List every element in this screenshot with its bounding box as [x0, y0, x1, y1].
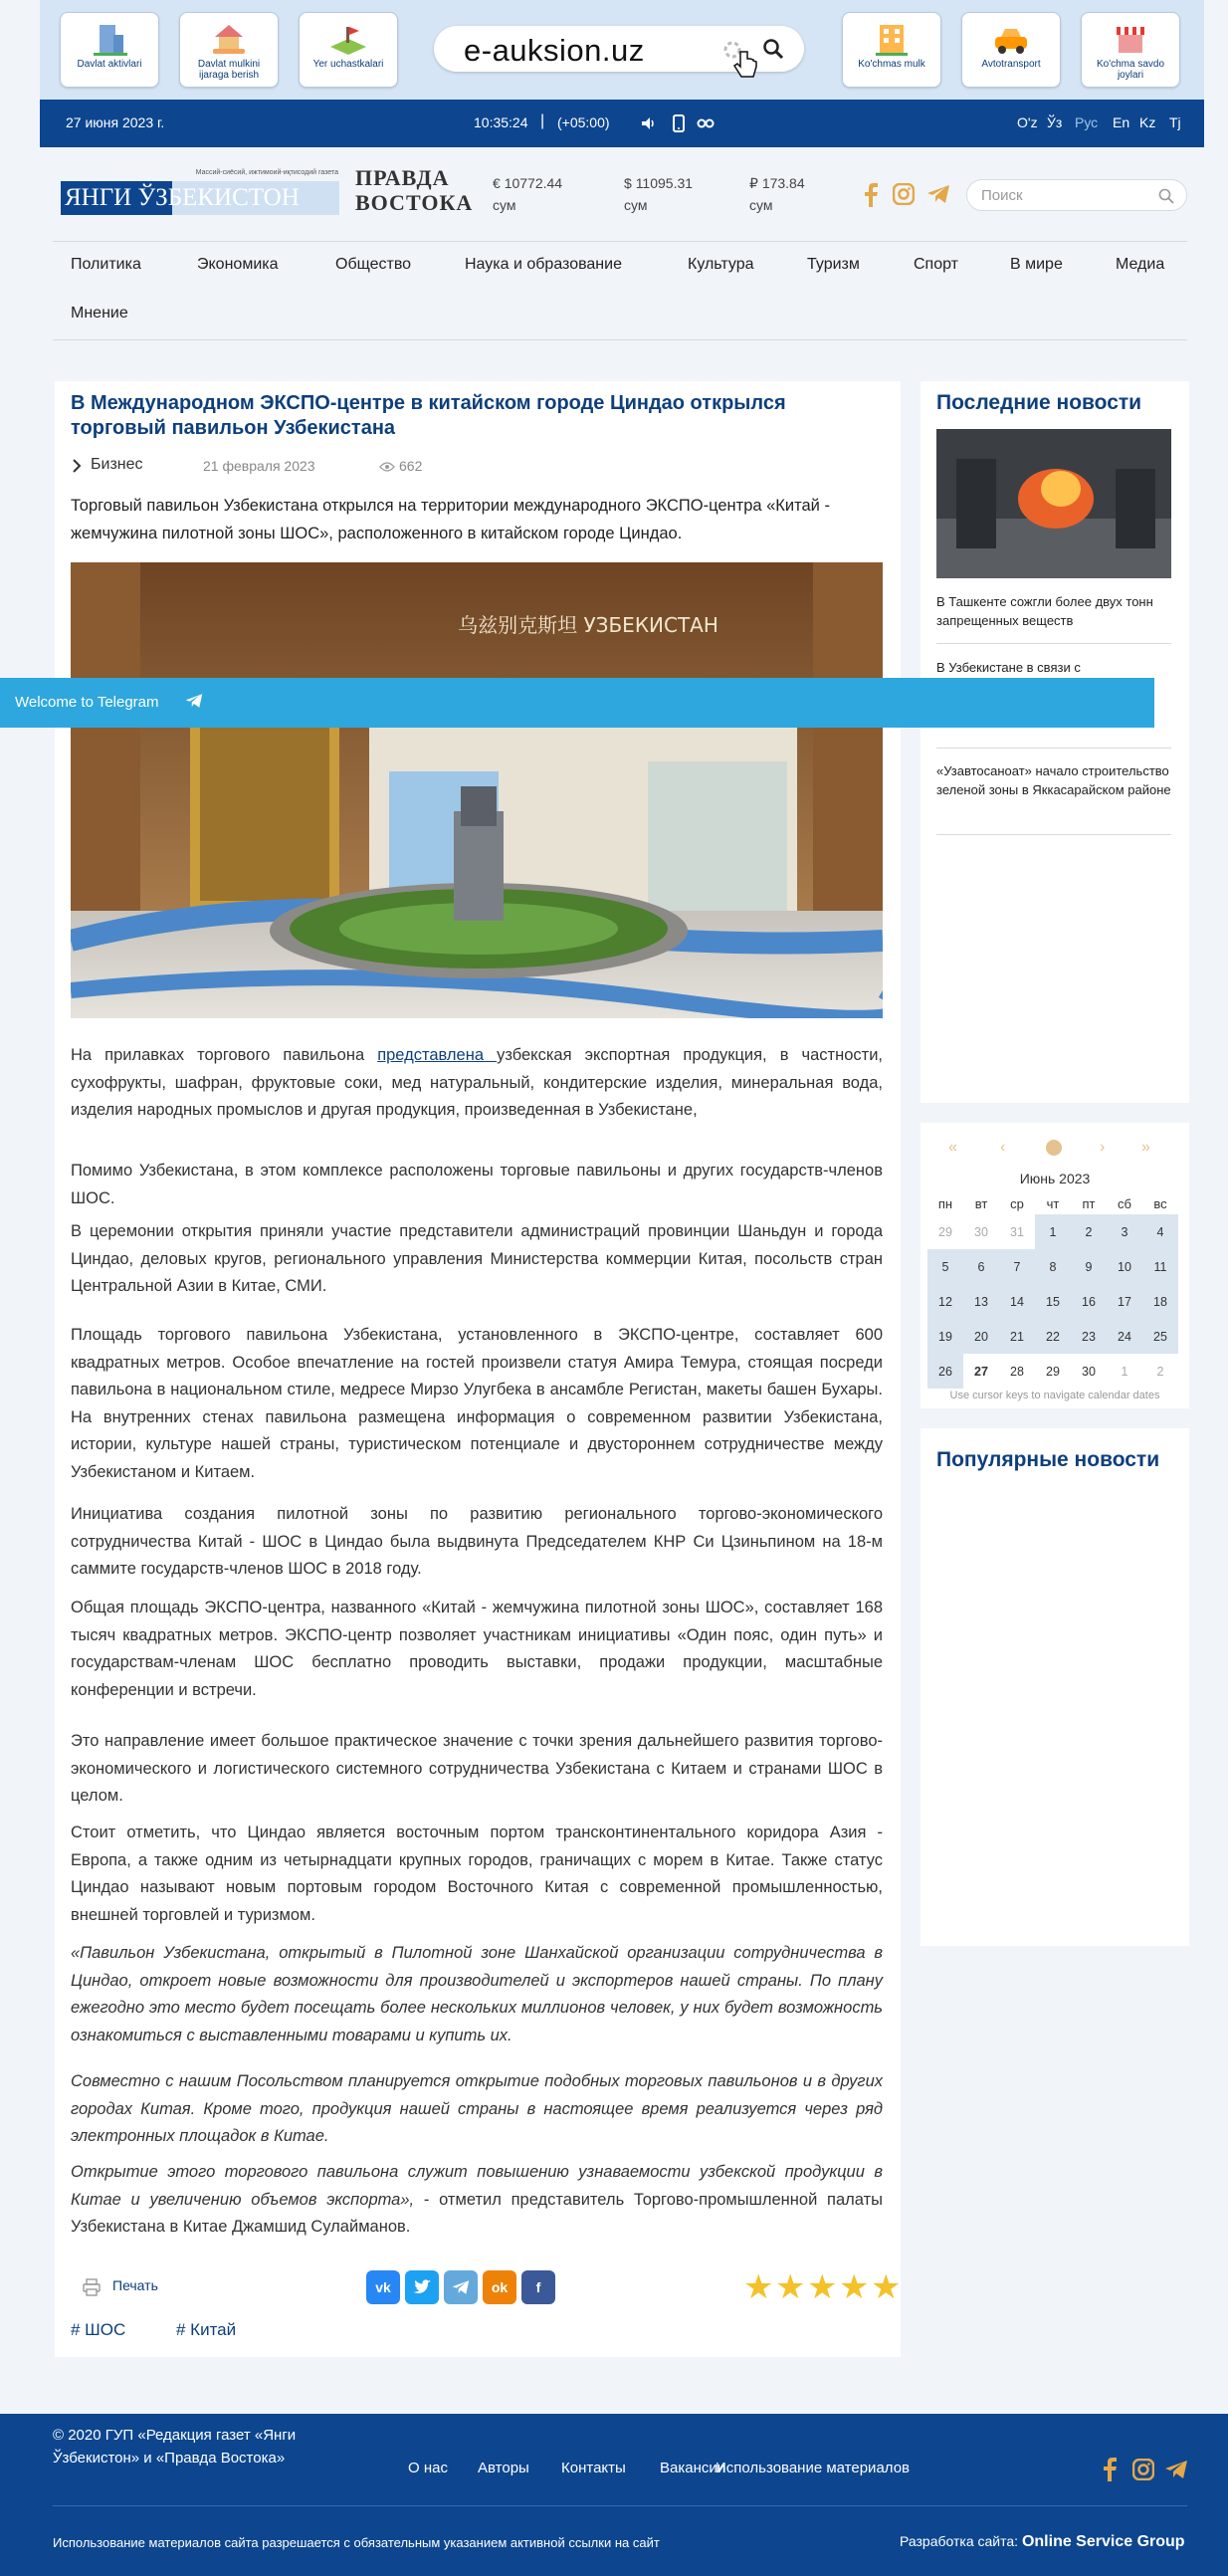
land-plot-icon	[328, 21, 368, 57]
nav-politics[interactable]: Политика	[71, 256, 141, 273]
today-button[interactable]	[1046, 1140, 1062, 1156]
lang-tj[interactable]: Tj	[1169, 114, 1181, 130]
latest-news-panel	[921, 381, 1189, 1103]
banner-state-assets-button[interactable]: Davlat aktivlari	[60, 12, 159, 88]
article-quote: «Павильон Узбекистана, открытый в Пилотной зоне Шанхайской организации сотрудничества в Циндао, откроет новые возможности для производителей и экспортеров нашей страны. По плану ежегодно это место будет посещать более нескольких миллионов человек, у них будет возможность ознакомиться с выставленными товарами и купить их.	[71, 1944, 883, 2044]
article-paragraph: Стоит отметить, что Циндао является восточным портом трансконтинентального коридора Азия - Европа, а также одним из четырнадцати крупных городов, граничащих с морем в Китае. Также статус Циндао называют новым портовым городом Восточного Китая с современной промышленностью, внешней торговлей и туризмом.	[71, 1824, 883, 1924]
banner-real-estate-button[interactable]: Ko'chmas mulk	[842, 12, 941, 88]
calendar-day[interactable]: 12	[938, 1294, 952, 1309]
footer-copyright: © 2020 ГУП «Редакция газет «Янги Ўзбекистон» и «Правда Востока»	[53, 2427, 297, 2467]
next-month-icon[interactable]: ›	[1100, 1139, 1106, 1156]
divider	[53, 241, 1187, 242]
share-odnoklassniki-button[interactable]: ok	[483, 2270, 516, 2304]
twitter-icon	[412, 2279, 432, 2295]
lang-uz-cyrillic[interactable]: Ўз	[1047, 114, 1063, 130]
calendar-month: Июнь 2023	[1019, 1171, 1091, 1186]
calendar-day[interactable]: 1	[1121, 1364, 1128, 1379]
share-twitter-button[interactable]	[405, 2270, 439, 2304]
calendar-day[interactable]: 22	[1046, 1329, 1060, 1344]
footer-link-about[interactable]: О нас	[408, 2460, 448, 2476]
article-link[interactable]: представлена	[377, 1046, 498, 1064]
article-paragraph: В церемонии открытия приняли участие представители администраций провинции Шаньдун и города Циндао, деловых кругов, регионального управления Министерства коммерции Китая, посольств стран Центральной Азии в Китае, СМИ.	[71, 1222, 883, 1295]
timezone: (+05:00)	[557, 114, 610, 130]
share-telegram-button[interactable]	[444, 2270, 478, 2304]
telegram-icon[interactable]	[1164, 2460, 1188, 2479]
market-stall-icon	[1111, 21, 1150, 57]
calendar-day[interactable]: 16	[1082, 1294, 1096, 1309]
nav-sport[interactable]: Спорт	[914, 256, 958, 273]
calendar-day[interactable]: 3	[1107, 1214, 1142, 1249]
nav-economy[interactable]: Экономика	[197, 256, 279, 273]
lang-ru[interactable]: Рус	[1075, 114, 1099, 130]
calendar-day[interactable]: 26	[927, 1354, 963, 1389]
lang-en[interactable]: En	[1113, 114, 1130, 130]
calendar-grid	[927, 1192, 1178, 1389]
logo1-text: ЯНГИ ЎЗБЕКИСТОН	[61, 181, 339, 215]
rate-usd: $ 11095.31 сум	[624, 175, 694, 213]
auction-banner[interactable]	[40, 0, 1204, 100]
calendar-day[interactable]: 2	[1071, 1214, 1107, 1249]
telegram-icon	[185, 693, 203, 709]
footer-divider	[53, 2505, 1187, 2506]
print-button[interactable]: Печать	[112, 2277, 158, 2293]
footer-link-contacts[interactable]: Контакты	[561, 2460, 626, 2476]
banner-land-plots-button[interactable]: Yer uchastkalari	[299, 12, 398, 88]
article-date: 21 февраля 2023	[203, 458, 315, 474]
footer-notice: Использование материалов сайта разрешается с обязательным указанием активной ссылки на сайт	[53, 2535, 660, 2550]
calendar-day[interactable]: 11	[1153, 1259, 1167, 1274]
instagram-icon[interactable]	[1132, 2459, 1154, 2480]
telegram-welcome-bar[interactable]	[0, 678, 1154, 728]
rating-star[interactable]: ★	[839, 2268, 870, 2306]
latest-news-title: Последние новости	[936, 391, 1142, 414]
article-title: В Международном ЭКСПО-центре в китайском городе Циндао открылся торговый павильон Узбекистана	[71, 392, 786, 439]
article-paragraph: Площадь торгового павильона Узбекистана, установленного в ЭКСПО-центре, составляет 600 квадратных метров. Особое впечатление на гостей произвели статуя Амира Темура, стоящая посреди павильона в национальном стиле, медресе Мирзо Улугбека в ансамбле Регистан, макеты башен Бухары. На внутренних стенах павильона размещена информация о современном развитии Узбекистана, истории, культуре нашей страны, туристическом потенциале и двустороннем сотрудничестве между Узбекистаном и Китаем.	[71, 1326, 883, 1481]
rating-star[interactable]: ★	[775, 2268, 806, 2306]
article-views: 662	[399, 458, 423, 474]
popular-news-panel	[921, 1428, 1189, 1946]
article-paragraph: Инициатива создания пилотной зоны по развитию регионального торгово-экономического сотрудничества Китай - ШОС в Циндао была выдвинута Председателем КНР Си Цзиньпином на 18-м саммите государств-членов ШОС в 2018 году.	[71, 1505, 883, 1578]
rate-eur: € 10772.44 сум	[493, 175, 563, 213]
chevron-right-icon	[72, 459, 82, 473]
footer-developer: Разработка сайта: Online Service Group	[900, 2533, 1185, 2550]
eauksion-title: e-auksion.uz	[464, 33, 645, 68]
current-date: 27 июня 2023 г.	[66, 114, 165, 130]
printer-icon[interactable]	[83, 2278, 101, 2296]
facebook-icon[interactable]	[1103, 2458, 1117, 2481]
calendar-day[interactable]: 7	[1013, 1259, 1021, 1274]
car-icon	[991, 21, 1031, 57]
speaker-icon[interactable]	[640, 115, 656, 131]
mobile-icon[interactable]	[673, 114, 685, 132]
calendar-hint: Use cursor keys to navigate calendar dates	[949, 1390, 1160, 1401]
logo-pravda-vostoka[interactable]: ПРАВДА ВОСТОКА	[355, 165, 474, 215]
rating-star[interactable]: ★	[871, 2268, 902, 2306]
banner-state-rent-button[interactable]: Davlat mulkini ijaraga berish	[179, 12, 279, 88]
calendar-day[interactable]: 8	[1049, 1259, 1057, 1274]
tag-sco[interactable]: # ШОС	[71, 2320, 126, 2339]
calendar-day[interactable]: 19	[938, 1329, 952, 1344]
telegram-icon	[452, 2279, 470, 2295]
divider	[936, 643, 1171, 644]
facebook-icon[interactable]	[864, 183, 878, 207]
tag-china[interactable]: # Китай	[176, 2320, 237, 2339]
calendar-day[interactable]: 5	[941, 1259, 949, 1274]
calendar-day[interactable]: 1	[1035, 1214, 1071, 1249]
calendar-day[interactable]: 20	[974, 1329, 988, 1344]
article-image	[71, 562, 883, 1018]
rate-rub: ₽ 173.84 сум	[749, 175, 805, 213]
developer-link[interactable]: Online Service Group	[1021, 2533, 1185, 2550]
lang-uz-latin[interactable]: O'z	[1017, 114, 1038, 130]
footer-link-authors[interactable]: Авторы	[478, 2460, 529, 2476]
pavilion-sign: 乌兹别克斯坦 УЗБЕКИСТАН	[458, 613, 718, 637]
calendar-day-today[interactable]: 27	[963, 1354, 999, 1389]
nav-world[interactable]: В мире	[1010, 256, 1063, 273]
popular-news-title: Популярные новости	[936, 1448, 1160, 1471]
rating-star[interactable]: ★	[807, 2268, 838, 2306]
footer-link-usage[interactable]: Использование материалов	[716, 2460, 911, 2476]
nav-science[interactable]: Наука и образование	[465, 256, 622, 273]
footer	[0, 2414, 1228, 2576]
rating-star[interactable]: ★	[743, 2268, 774, 2306]
calendar-day[interactable]: 6	[977, 1259, 985, 1274]
weekday: сб	[1118, 1195, 1131, 1211]
article-paragraph: Открытие этого торгового павильона служит повышению узнаваемости узбекской продукции в Китае и увеличению объемов экспорта», - отметил представитель Торгово-промышленной палаты Узбекистана в Китае Джамшид Сулайманов.	[71, 2163, 883, 2236]
hand-house-icon	[209, 21, 249, 57]
weekday: пн	[937, 1195, 953, 1211]
article-paragraph: Помимо Узбекистана, в этом комплексе расположены торговые павильоны и других государств-членов ШОС.	[71, 1162, 883, 1207]
share-facebook-button[interactable]: f	[521, 2270, 555, 2304]
weekday: вс	[1153, 1195, 1167, 1211]
glasses-icon[interactable]	[697, 115, 715, 131]
search-icon[interactable]	[1158, 188, 1174, 204]
weekday: ср	[1010, 1195, 1024, 1211]
calendar-day[interactable]: 18	[1153, 1294, 1167, 1309]
apartment-icon	[872, 21, 912, 57]
calendar-day[interactable]: 13	[974, 1294, 988, 1309]
calendar-day[interactable]: 30	[974, 1224, 988, 1239]
eauksion-search-box[interactable]	[434, 26, 804, 72]
article-paragraph: На прилавках торгового павильона представлена узбекская экспортная продукция, в частности, сухофрукты, шафран, фруктовые соки, мед натуральный, кондитерские изделия, минеральная вода, изделия народных промыслов и другая продукция, произведенная в Узбекистане,	[71, 1046, 883, 1119]
calendar-day[interactable]: 23	[1082, 1329, 1096, 1344]
divider	[53, 339, 1187, 340]
calendar-day[interactable]: 28	[1010, 1364, 1024, 1379]
divider	[936, 748, 1171, 749]
weekday: вт	[974, 1195, 988, 1211]
divider	[936, 834, 1171, 835]
article-quote: Совместно с нашим Посольством планируется открытие подобных торговых павильонов и в других городах Китая. Кроме того, продукция нашей страны в настоящее время реализуется через ряд электронных площадок в Китае.	[71, 2072, 883, 2145]
calendar-panel	[921, 1123, 1189, 1408]
calendar-day[interactable]: 2	[1156, 1364, 1164, 1379]
calendar-day[interactable]: 14	[1010, 1294, 1024, 1309]
share-vk-button[interactable]: vk	[366, 2270, 400, 2304]
latest-news-item[interactable]: В Узбекистане в связи с	[936, 660, 1081, 675]
latest-news-item[interactable]: В Ташкенте сожгли более двух тонн запрещенных веществ	[936, 594, 1153, 628]
logo-yangi-uzbekiston[interactable]: Массий-сиёсий, ижтимоий-иқтисодий газета ЯНГИ ЎЗБЕКИСТОН	[53, 165, 338, 221]
calendar-day[interactable]: 25	[1153, 1329, 1167, 1344]
search-input[interactable]: Поиск	[966, 179, 1187, 211]
search-icon[interactable]	[762, 38, 784, 60]
calendar-day[interactable]: 10	[1118, 1259, 1131, 1274]
article-category[interactable]: Бизнес	[91, 456, 143, 473]
nav-tourism[interactable]: Туризм	[807, 256, 860, 273]
calendar-day[interactable]: 30	[1082, 1364, 1096, 1379]
instagram-icon[interactable]	[893, 183, 915, 205]
prev-year-icon[interactable]: «	[948, 1139, 957, 1156]
nav-society[interactable]: Общество	[335, 256, 412, 273]
calendar-day[interactable]: 17	[1118, 1294, 1131, 1309]
building-icon	[90, 21, 129, 57]
nav-opinion[interactable]: Мнение	[71, 305, 128, 322]
weekday: чт	[1046, 1195, 1060, 1211]
calendar-day[interactable]: 29	[938, 1224, 952, 1239]
telegram-welcome-label: Welcome to Telegram	[15, 694, 159, 711]
telegram-icon[interactable]	[926, 184, 950, 204]
banner-trade-spots-button[interactable]: Ko'chma savdo joylari	[1081, 12, 1180, 88]
nav-culture[interactable]: Культура	[688, 256, 754, 273]
lang-kz[interactable]: Kz	[1139, 114, 1156, 130]
next-year-icon[interactable]: »	[1141, 1139, 1150, 1156]
article-paragraph: Это направление имеет большое практическое значение с точки зрения дальнейшего развития торгово-экономического и логистического системного сотрудничества Узбекистана с Китаем и странами ШОС в целом.	[71, 1732, 883, 1805]
calendar-day[interactable]: 24	[1118, 1329, 1131, 1344]
calendar-day[interactable]: 31	[1010, 1224, 1024, 1239]
nav-media[interactable]: Медиа	[1116, 256, 1165, 273]
calendar-day[interactable]: 9	[1085, 1259, 1093, 1274]
eye-icon	[379, 462, 395, 472]
footer-link-vacancies[interactable]: Вакансии	[660, 2460, 726, 2476]
calendar-day[interactable]: 4	[1142, 1214, 1178, 1249]
prev-month-icon[interactable]: ‹	[1000, 1139, 1006, 1156]
calendar-day[interactable]: 15	[1046, 1294, 1060, 1309]
latest-news-item[interactable]: «Узавтосаноат» начало строительство зеленой зоны в Яккасарайском районе	[936, 763, 1171, 797]
hand-cursor-icon	[732, 50, 758, 80]
latest-news-image[interactable]	[936, 429, 1171, 578]
current-time: 10:35:24	[474, 114, 528, 130]
calendar-day[interactable]: 29	[1046, 1364, 1060, 1379]
info-bar: 27 июня 2023 г. 10:35:24 | (+05:00) O'z Ўз Рус En Kz Tj	[40, 100, 1204, 147]
article-lead: Торговый павильон Узбекистана открылся на территории международного ЭКСПО-центра «Китай - жемчужина пилотной зоны ШОС», расположенного в китайском городе Циндао.	[71, 497, 830, 542]
weekday: пт	[1082, 1195, 1096, 1211]
calendar-day[interactable]: 21	[1010, 1329, 1024, 1344]
article-paragraph: Общая площадь ЭКСПО-центра, названного «Китай - жемчужина пилотной зоны ШОС», составляет 168 тысяч квадратных метров. ЭКСПО-центр позволяет участникам инициативы «Один пояс, один путь» и государствам-членам ШОС бесплатно проводить выставки, продажи продукции, масштабные конференции и встречи.	[71, 1599, 883, 1699]
banner-vehicles-button[interactable]: Avtotransport	[961, 12, 1061, 88]
